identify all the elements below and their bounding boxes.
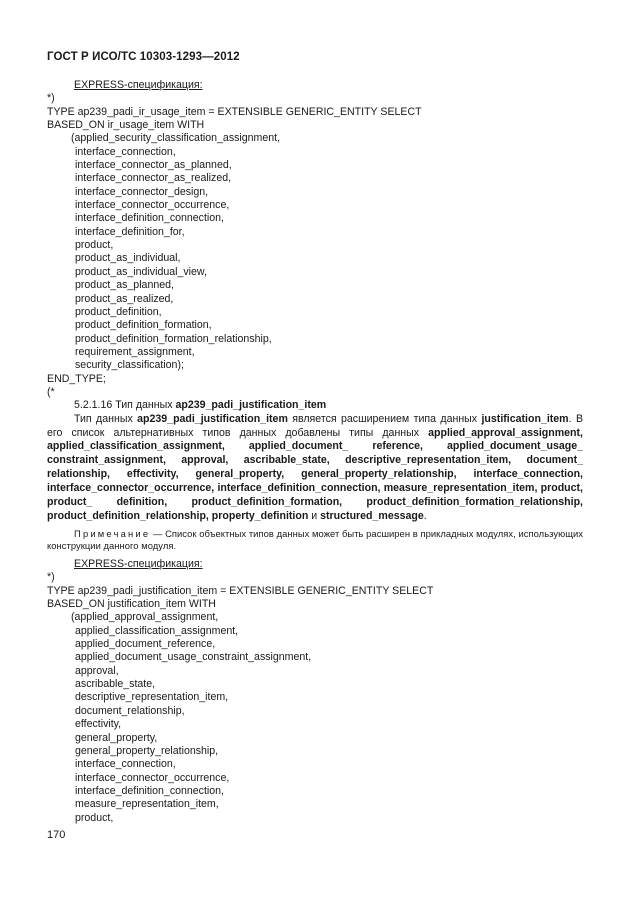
document-header: ГОСТ Р ИСО/ТС 10303-1293—2012 bbox=[47, 51, 240, 63]
select-item: product_definition, bbox=[75, 305, 162, 318]
select-item: interface_definition_connection, bbox=[75, 212, 225, 225]
express-spec-title: EXPRESS-спецификация: bbox=[74, 79, 203, 91]
comment-open: *) bbox=[47, 92, 55, 105]
paragraph-text: является расширением типа данных bbox=[287, 412, 482, 425]
end-type: END_TYPE; bbox=[47, 372, 106, 385]
select-item: ascribable_state, bbox=[75, 678, 156, 691]
paragraph-text: Тип данных bbox=[74, 412, 138, 425]
section-heading-number: 5.2.1.16 Тип данных bbox=[74, 399, 176, 412]
select-item: product_definition_formation, bbox=[75, 319, 212, 332]
select-item: interface_definition_connection, bbox=[75, 784, 225, 797]
page-content bbox=[47, 79, 583, 825]
select-item-first: (applied_approval_assignment, bbox=[71, 611, 219, 624]
select-item: general_property, bbox=[75, 731, 158, 744]
comment-open: *) bbox=[47, 571, 55, 584]
select-item: general_property_relationship, bbox=[75, 744, 219, 757]
select-item: product, bbox=[75, 811, 114, 824]
select-item: product, bbox=[75, 239, 114, 252]
select-item: interface_connector_occurrence, bbox=[75, 771, 230, 784]
select-item: interface_connector_design, bbox=[75, 185, 209, 198]
section-heading-name: ap239_padi_justification_item bbox=[175, 399, 327, 412]
select-item: interface_definition_for, bbox=[75, 225, 185, 238]
page-number: 170 bbox=[47, 829, 66, 841]
note-label: Примечание bbox=[74, 527, 151, 539]
type-declaration: TYPE ap239_padi_justification_item = EXTENSIBLE GENERIC_ENTITY SELECT bbox=[47, 584, 434, 597]
paragraph-text: . bbox=[423, 509, 427, 522]
comment-close: (* bbox=[47, 385, 55, 398]
select-item: product_as_individual, bbox=[75, 252, 181, 265]
select-item: interface_connector_as_realized, bbox=[75, 172, 232, 185]
paragraph-base-type: justification_item bbox=[481, 412, 569, 425]
based-on-line: BASED_ON ir_usage_item WITH bbox=[47, 119, 205, 132]
select-item: interface_connection, bbox=[75, 758, 176, 771]
select-item: product_as_planned, bbox=[75, 279, 174, 292]
select-items-list bbox=[47, 625, 583, 825]
select-item: product_definition_formation_relationship, bbox=[75, 332, 272, 345]
select-item: measure_representation_item, bbox=[75, 798, 219, 811]
section-heading bbox=[47, 399, 583, 412]
select-item: descriptive_representation_item, bbox=[75, 691, 229, 704]
paragraph-last-type: structured_message bbox=[320, 509, 424, 522]
select-item-first: (applied_security_classification_assignment, bbox=[71, 132, 281, 145]
note bbox=[47, 528, 583, 553]
select-item: effectivity, bbox=[75, 718, 122, 731]
paragraph-text: . В его список альтернативных типов данных добавлены типы данных bbox=[47, 412, 584, 439]
select-item: product_as_individual_view, bbox=[75, 265, 207, 278]
select-item: approval, bbox=[75, 664, 119, 677]
select-item: applied_classification_assignment, bbox=[75, 624, 239, 637]
select-item: document_relationship, bbox=[75, 704, 185, 717]
express-spec-title: EXPRESS-спецификация: bbox=[74, 558, 203, 571]
select-item: applied_document_usage_constraint_assignment, bbox=[75, 651, 312, 664]
select-item: interface_connection, bbox=[75, 145, 176, 158]
select-item: requirement_assignment, bbox=[75, 345, 195, 358]
select-item: applied_document_reference, bbox=[75, 638, 216, 651]
select-item: interface_connector_occurrence, bbox=[75, 199, 230, 212]
paragraph-types-list: applied_approval_assignment, applied_classification_assignment, applied_document_ reference, applied_document_usage_ constraint_assignment, approval, ascribable_state, descriptive_representation_item, document_ relationship, effectivity, general_property, general_property_relationship, interface_connection, interface_connector_occurrence, interface_definition_connection, measure_representation_item, product, product_ definition, product_definition_formation, product_definition_formation_relationship, product_definition_relationship, property_definition bbox=[47, 426, 583, 522]
select-item: security_classification); bbox=[75, 359, 184, 372]
select-items-list bbox=[47, 146, 583, 373]
type-declaration: TYPE ap239_padi_ir_usage_item = EXTENSIBLE GENERIC_ENTITY SELECT bbox=[47, 105, 422, 118]
note-text: — Список объектных типов данных может быть расширен в прикладных модулях, использующих конструкции данного модуля. bbox=[47, 527, 583, 552]
paragraph-type-name: ap239_padi_justification_item bbox=[137, 412, 288, 425]
based-on-line: BASED_ON justification_item WITH bbox=[47, 598, 216, 611]
paragraph-text: и bbox=[308, 509, 321, 522]
section-paragraph bbox=[47, 413, 583, 524]
select-item: product_as_realized, bbox=[75, 292, 174, 305]
select-item: interface_connector_as_planned, bbox=[75, 159, 232, 172]
